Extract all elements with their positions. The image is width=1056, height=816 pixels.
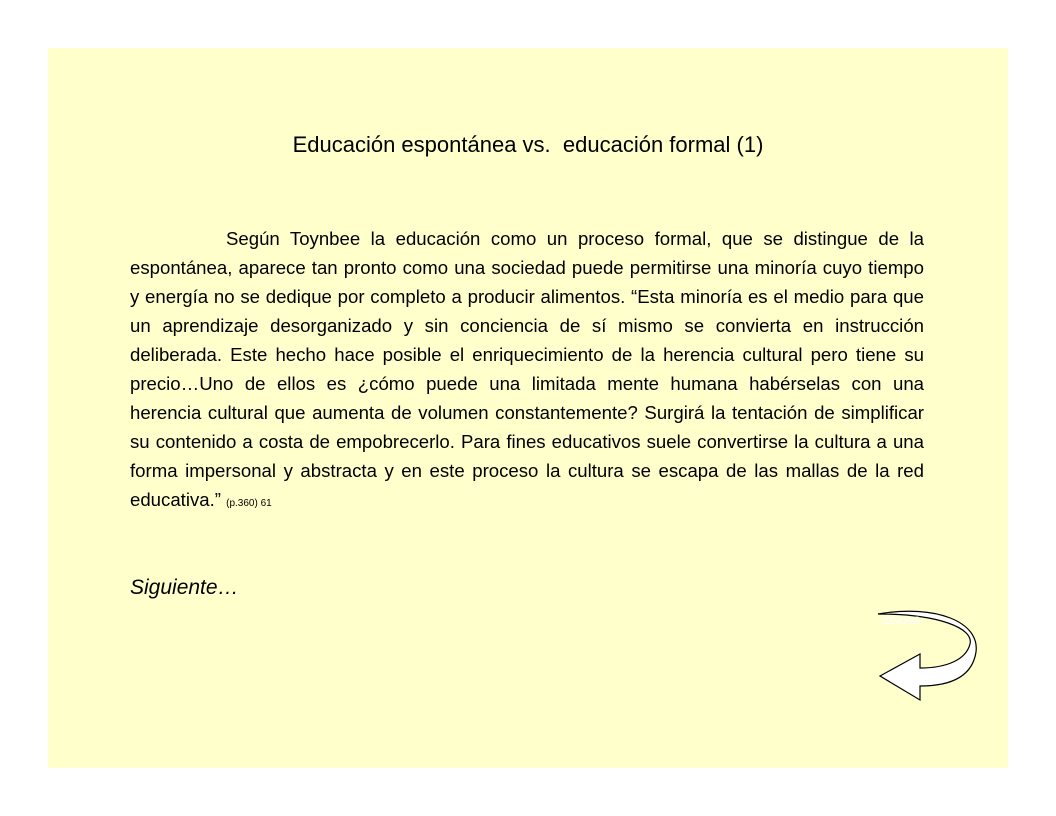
citation: (p.360) 61 <box>226 498 272 509</box>
slide <box>48 48 1008 768</box>
next-link[interactable]: Siguiente… <box>130 576 239 599</box>
quote-text: Según Toynbee la educación como un proceso formal, que se distingue de la espontánea, aparece tan pronto como una sociedad puede permitirse una minoría cuyo tiempo y energía no se dedique por completo a producir alimentos. “Esta minoría es el medio para que un aprendizaje desorganizado y sin conciencia de sí mismo se convierta en instrucción deliberada. Este hecho hace posible el enriquecimiento de la herencia cultural pero tiene su precio…Uno de ellos es ¿cómo puede una limitada mente humana habérselas con una herencia cultural que aumenta de volumen constantemente? Surgirá la tentación de simplificar su contenido a costa de empobrecerlo. Para fines educativos suele convertirse la cultura a una forma impersonal y abstracta y en este proceso la cultura se escapa de las mallas de la red educativa.” <box>130 228 924 510</box>
quote-paragraph <box>130 224 924 518</box>
slide-title: Educación espontánea vs. educación formal (1) <box>292 132 764 157</box>
back-link[interactable]: Regreso <box>882 614 920 625</box>
